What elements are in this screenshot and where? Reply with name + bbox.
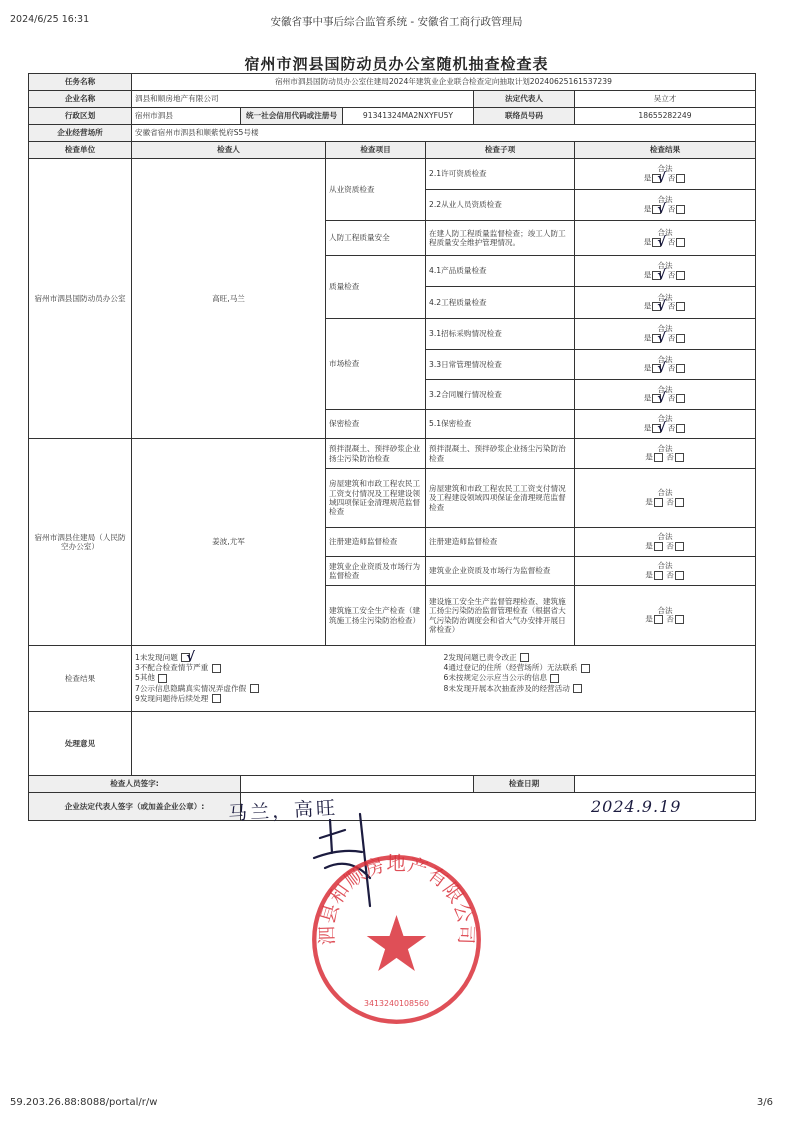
check-subitem: 在建人防工程质量监督检查；竣工人防工程质量安全维护管理情况。	[426, 221, 575, 256]
legal-heading: 合法	[657, 195, 673, 205]
check-subitem: 预拌混凝土、预拌砂浆企业扬尘污染防治检查	[426, 439, 575, 469]
check-item: 房屋建筑和市政工程农民工工资支付情况及工程建设领域四项保证金清理规范监督检查	[326, 469, 426, 528]
result-legal	[578, 384, 752, 407]
yes-no-line	[578, 330, 752, 346]
result-option	[135, 650, 444, 666]
date-label: 检查日期	[474, 776, 575, 793]
result-cell	[575, 410, 756, 439]
check-item: 质量检查	[326, 256, 426, 319]
region-label: 行政区划	[29, 108, 132, 125]
phone-label: 联络员号码	[474, 108, 575, 125]
yes-no-line	[578, 615, 752, 624]
yes-no-line	[578, 420, 752, 436]
check-item: 注册建造师监督检查	[326, 528, 426, 557]
check-subitem: 3.2合同履行情况检查	[426, 380, 575, 410]
yes-no-line	[578, 170, 752, 186]
group2-unit: 宿州市泗县住建局（人民防空办公室）	[29, 439, 132, 646]
result-legal	[578, 533, 752, 551]
rep-sign-label: 企业法定代表人签字（或加盖企业公章）:	[29, 793, 241, 821]
yes-no-line	[578, 299, 752, 315]
legal-heading: 合法	[657, 605, 673, 615]
yes-label: 是	[643, 173, 652, 183]
result-cell	[575, 319, 756, 350]
result-option-checkbox	[550, 674, 559, 683]
result-option	[444, 673, 753, 683]
result-cell	[575, 380, 756, 410]
check-mark: √	[657, 391, 666, 407]
col-item-header: 检查项目	[326, 142, 426, 159]
rep-label: 法定代表人	[474, 91, 575, 108]
no-label: 否	[666, 570, 674, 580]
no-label: 否	[667, 270, 676, 280]
result-cell	[575, 350, 756, 380]
result-option-checkbox	[212, 694, 221, 703]
yes-checkbox	[654, 571, 663, 580]
result-option-label: 4通过登记的住所（经营场所）无法联系	[443, 663, 578, 673]
seal-name: 泗县和顺房地产有限公司	[315, 852, 478, 946]
address-value: 安徽省宿州市泗县和顺紫悦府S5号楼	[132, 125, 756, 142]
check-subitem: 4.1产品质量检查	[426, 256, 575, 287]
no-checkbox	[676, 205, 685, 214]
check-mark: √	[657, 420, 666, 436]
result-cell	[575, 439, 756, 469]
yes-label: 是	[645, 614, 653, 624]
legal-heading: 合法	[657, 443, 673, 453]
yes-label: 是	[643, 301, 652, 311]
legal-heading: 合法	[657, 488, 673, 498]
yes-checkbox	[654, 498, 663, 507]
result-option-label: 5其他	[135, 673, 156, 683]
yes-no-line	[578, 571, 752, 580]
result-option	[444, 663, 753, 673]
no-label: 否	[667, 423, 676, 433]
result-cell	[575, 287, 756, 319]
address-label: 企业经营场所	[29, 125, 132, 142]
check-subitem: 2.1许可资质检查	[426, 159, 575, 190]
no-label: 否	[667, 173, 676, 183]
footer-url: 59.203.26.88:8088/portal/r/w	[10, 1097, 158, 1108]
no-checkbox	[675, 498, 684, 507]
company-value: 泗县和顺房地产有限公司	[132, 91, 474, 108]
legal-heading: 合法	[657, 384, 673, 394]
yes-label: 是	[645, 497, 653, 507]
col-subitem-header: 检查子项	[426, 142, 575, 159]
legal-heading: 合法	[657, 561, 673, 571]
result-legal	[578, 562, 752, 580]
footer-page-number: 3/6	[756, 1097, 773, 1108]
check-mark: √	[186, 650, 195, 666]
result-option-checkbox	[520, 653, 529, 662]
result-option-checkbox	[581, 664, 590, 673]
yes-no-line	[578, 201, 752, 217]
check-item: 市场检查	[326, 319, 426, 410]
no-checkbox	[676, 334, 685, 343]
result-option-checkbox	[212, 664, 221, 673]
result-cell	[575, 190, 756, 221]
result-legal	[578, 228, 752, 250]
check-subitem: 房屋建筑和市政工程农民工工资支付情况及工程建设领域四项保证金清理规范监督检查	[426, 469, 575, 528]
no-label: 否	[666, 497, 674, 507]
result-cell	[575, 528, 756, 557]
result-cell	[575, 159, 756, 190]
result-legal	[578, 414, 752, 436]
check-item: 从业资质检查	[326, 159, 426, 221]
no-label: 否	[667, 237, 676, 247]
credit-label: 统一社会信用代码或注册号	[241, 108, 343, 125]
check-subitem: 3.1招标采购情况检查	[426, 319, 575, 350]
region-value: 宿州市泗县	[132, 108, 241, 125]
result-option-label: 1未发现问题	[135, 652, 178, 662]
check-mark: √	[657, 234, 666, 250]
result-legal	[578, 324, 752, 346]
system-title: 安徽省事中事后综合监管系统 - 安徽省工商行政管理局	[270, 16, 523, 28]
group2-inspector: 姜波,尤军	[132, 439, 326, 646]
check-subitem: 4.2工程质量检查	[426, 287, 575, 319]
check-item: 建筑业企业资质及市场行为监督检查	[326, 557, 426, 586]
no-checkbox	[676, 424, 685, 433]
result-option	[444, 653, 753, 663]
yes-checkbox	[654, 453, 663, 462]
yes-label: 是	[645, 452, 653, 462]
result-legal	[578, 489, 752, 507]
yes-no-line	[578, 361, 752, 377]
no-checkbox	[676, 394, 685, 403]
yes-label: 是	[643, 363, 652, 373]
no-label: 否	[667, 301, 676, 311]
yes-label: 是	[645, 541, 653, 551]
yes-no-line	[578, 391, 752, 407]
result-option-label: 7公示信息隐瞒真实情况弄虚作假	[135, 683, 247, 693]
result-legal	[578, 164, 752, 186]
yes-label: 是	[643, 423, 652, 433]
result-option-checkbox	[158, 674, 167, 683]
yes-label: 是	[643, 270, 652, 280]
no-label: 否	[667, 204, 676, 214]
check-subitem: 建筑业企业资质及市场行为监督检查	[426, 557, 575, 586]
inspector-sign-label: 检查人员签字:	[29, 776, 241, 793]
result-option-label: 9发现问题待后续处理	[135, 693, 209, 703]
result-option	[135, 673, 444, 683]
no-checkbox	[676, 238, 685, 247]
opinion-label: 处理意见	[29, 712, 132, 776]
legal-heading: 合法	[657, 228, 673, 238]
yes-no-line	[578, 542, 752, 551]
check-mark: √	[657, 170, 666, 186]
yes-label: 是	[643, 237, 652, 247]
yes-label: 是	[643, 333, 652, 343]
inspector-sign-cell	[241, 776, 474, 793]
result-cell	[575, 557, 756, 586]
result-legal	[578, 195, 752, 217]
no-label: 否	[667, 393, 676, 403]
result-option	[444, 684, 753, 694]
yes-checkbox	[654, 542, 663, 551]
check-item: 预拌混凝土、预拌砂浆企业扬尘污染防治检查	[326, 439, 426, 469]
check-subitem: 3.3日常管理情况检查	[426, 350, 575, 380]
check-mark: √	[657, 201, 666, 217]
col-inspector-header: 检查人	[132, 142, 326, 159]
result-legal	[578, 445, 752, 463]
legal-heading: 合法	[657, 532, 673, 542]
group1-unit: 宿州市泗县国防动员办公室	[29, 159, 132, 439]
result-cell	[575, 221, 756, 256]
result-legal	[578, 607, 752, 625]
print-timestamp: 2024/6/25 16:31	[10, 14, 90, 25]
check-mark: √	[657, 330, 666, 346]
company-label: 企业名称	[29, 91, 132, 108]
check-subitem: 注册建造师监督检查	[426, 528, 575, 557]
no-label: 否	[667, 333, 676, 343]
check-item: 建筑施工安全生产检查（建筑施工扬尘污染防治检查）	[326, 586, 426, 646]
yes-no-line	[578, 267, 752, 283]
result-option	[135, 684, 444, 694]
check-item: 保密检查	[326, 410, 426, 439]
document-title: 宿州市泗县国防动员办公室随机抽查检查表	[244, 55, 549, 73]
no-label: 否	[666, 541, 674, 551]
col-unit-header: 检查单位	[29, 142, 132, 159]
legal-heading: 合法	[657, 324, 673, 334]
yes-no-line	[578, 453, 752, 462]
no-checkbox	[676, 271, 685, 280]
yes-no-line	[578, 498, 752, 507]
results-label: 检查结果	[29, 646, 132, 712]
yes-label: 是	[643, 393, 652, 403]
legal-heading: 合法	[657, 354, 673, 364]
results-right-column	[444, 653, 753, 704]
no-label: 否	[667, 363, 676, 373]
check-subitem: 建设施工安全生产监督管理检查、建筑施工扬尘污染防治监督管理检查（根据省大气污染防治调度会和省大气办安排开展日常检查）	[426, 586, 575, 646]
result-option	[135, 663, 444, 673]
check-mark: √	[657, 267, 666, 283]
yes-no-line	[578, 234, 752, 250]
check-item: 人防工程质量安全	[326, 221, 426, 256]
rep-value: 吴立才	[575, 91, 756, 108]
check-mark: √	[657, 361, 666, 377]
no-checkbox	[675, 615, 684, 624]
legal-heading: 合法	[657, 164, 673, 174]
no-label: 否	[666, 452, 674, 462]
inspection-table	[28, 73, 756, 821]
group1-inspector: 高旺,马兰	[132, 159, 326, 439]
result-option-label: 3不配合检查情节严重	[135, 663, 209, 673]
phone-value: 18655282249	[575, 108, 756, 125]
check-mark: √	[657, 299, 666, 315]
no-checkbox	[675, 453, 684, 462]
credit-value: 91341324MA2NXYFU5Y	[343, 108, 474, 125]
result-option-label: 6未按规定公示应当公示的信息	[443, 673, 548, 683]
yes-label: 是	[645, 570, 653, 580]
result-option	[135, 694, 444, 704]
col-result-header: 检查结果	[575, 142, 756, 159]
legal-heading: 合法	[657, 261, 673, 271]
date-cell	[575, 776, 756, 793]
no-label: 否	[666, 614, 674, 624]
results-left-column	[135, 650, 444, 704]
yes-checkbox	[654, 615, 663, 624]
legal-heading: 合法	[657, 414, 673, 424]
company-seal	[309, 852, 484, 1027]
result-legal	[578, 261, 752, 283]
result-legal	[578, 292, 752, 315]
result-cell	[575, 586, 756, 646]
yes-label: 是	[643, 204, 652, 214]
no-checkbox	[676, 302, 685, 311]
inspector-signature: 马兰，高旺	[227, 797, 339, 825]
inspection-date-handwritten: 2024.9.19	[591, 797, 682, 816]
check-subitem: 5.1保密检查	[426, 410, 575, 439]
result-cell	[575, 469, 756, 528]
result-option-label: 8未发现开展本次抽查涉及的经营活动	[443, 683, 570, 693]
task-label: 任务名称	[29, 74, 132, 91]
group-housing-bureau	[29, 439, 756, 646]
result-option-checkbox	[573, 684, 582, 693]
result-option-label: 2发现问题已责令改正	[443, 652, 517, 662]
results-options	[132, 646, 756, 712]
legal-heading: 合法	[657, 292, 673, 302]
no-checkbox	[675, 542, 684, 551]
result-legal	[578, 354, 752, 377]
group-defense-office	[29, 159, 756, 439]
opinion-value	[132, 712, 756, 776]
no-checkbox	[676, 174, 685, 183]
no-checkbox	[676, 364, 685, 373]
result-option-checkbox	[250, 684, 259, 693]
task-value: 宿州市泗县国防动员办公室住建局2024年建筑业企业联合检查定向抽取计划20240625161537239	[132, 74, 756, 91]
no-checkbox	[675, 571, 684, 580]
check-subitem: 2.2从业人员资质检查	[426, 190, 575, 221]
result-cell	[575, 256, 756, 287]
seal-code: 3413240108560	[363, 999, 430, 1008]
